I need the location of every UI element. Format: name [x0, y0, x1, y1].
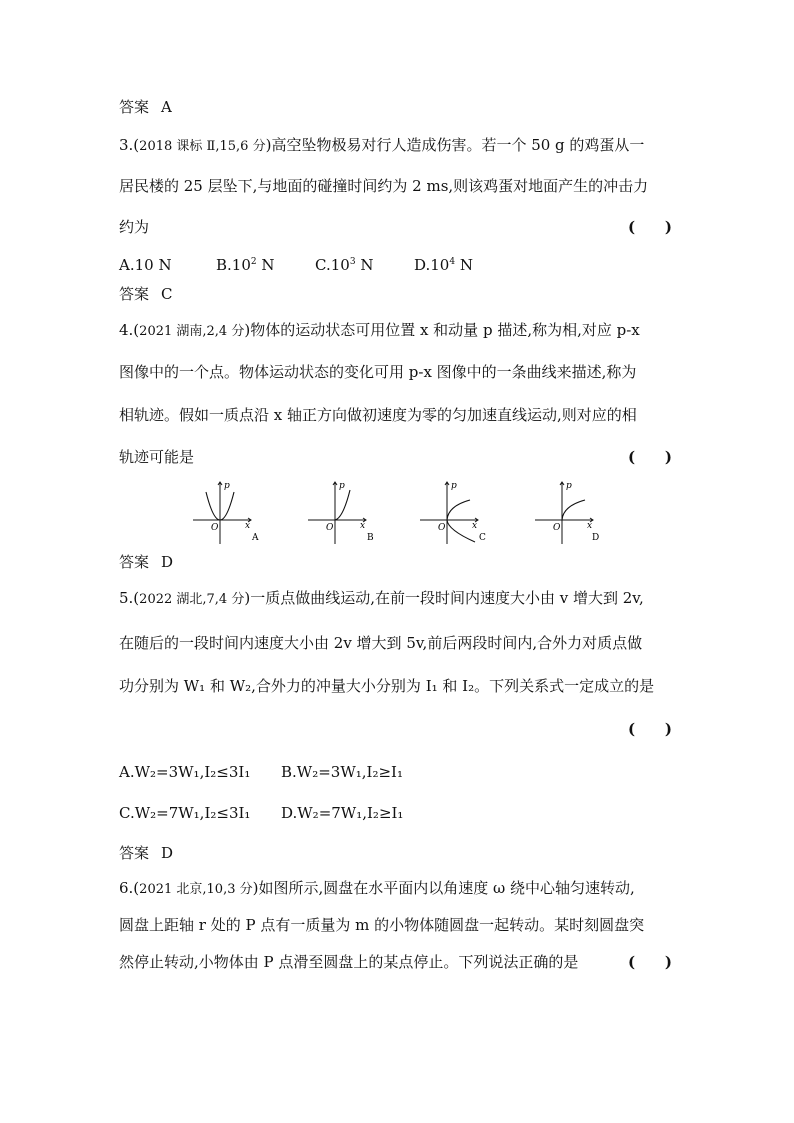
p-label: p: [224, 481, 230, 491]
p-label: p: [339, 481, 345, 491]
graph-d-svg: [535, 478, 605, 546]
q3-line3: 约为: [119, 218, 150, 236]
paren-close: ): [664, 953, 672, 971]
graph-c: [420, 478, 490, 546]
q3-option-b: $B.10^2$ N: [216, 256, 275, 274]
q5-line1: [119, 588, 644, 610]
paren-close: ): [664, 720, 672, 738]
answer-label: 答案: [119, 553, 150, 571]
graph-letter: D: [592, 533, 600, 543]
answer-value: D: [161, 844, 174, 862]
origin-label: O: [211, 523, 219, 533]
q6-line1: [119, 878, 635, 900]
q6-close: ): [252, 879, 259, 897]
q6-source: 2021 北京,10,3 分: [139, 882, 253, 897]
trajectory-curve-lower: [447, 520, 478, 542]
q4-answer: [119, 552, 173, 572]
q5-options-row1: [119, 762, 403, 782]
paren-open: (: [628, 953, 636, 971]
q3-text-1: 高空坠物极易对行人造成伤害。若一个 50 g 的鸡蛋从一: [271, 136, 645, 154]
q4-number: 4.(: [119, 321, 140, 339]
paren-open: (: [628, 218, 636, 236]
answer-label: 答案: [119, 285, 150, 303]
origin-label: O: [553, 523, 561, 533]
q5-answer: [119, 843, 173, 863]
q4-line4: 轨迹可能是: [119, 448, 195, 466]
q5-option-d: D.W₂=7W₁,I₂≥I₁: [281, 804, 404, 822]
q5-option-c: C.W₂=7W₁,I₂≤3I₁: [119, 804, 251, 822]
q5-text-1: 一质点做曲线运动,在前一段时间内速度大小由 v 增大到 2v,: [250, 589, 644, 607]
q3-close: ): [265, 136, 272, 154]
p-label: p: [451, 481, 457, 491]
q3-number: 3.(: [119, 136, 140, 154]
graph-b-svg: [308, 478, 378, 546]
origin-label: O: [326, 523, 334, 533]
q6-line2: 圆盘上距轴 r 处的 P 点有一质量为 m 的小物体随圆盘一起转动。某时刻圆盘突: [119, 916, 645, 934]
q3-option-d: $D.10^4$ N: [414, 256, 473, 274]
q5-options-row2: [119, 803, 403, 823]
q3-answer-parens: [628, 217, 672, 237]
graph-letter: A: [252, 533, 259, 543]
x-label: x: [587, 521, 593, 531]
q4-close: ): [244, 321, 251, 339]
q3-options: [119, 255, 473, 275]
x-label: x: [472, 521, 478, 531]
graph-letter: B: [367, 533, 374, 543]
q3-line1: [119, 135, 644, 157]
answer-value: D: [161, 553, 174, 571]
q2-answer: [119, 97, 172, 117]
x-label: x: [360, 521, 366, 531]
paren-open: (: [628, 720, 636, 738]
graph-letter: C: [479, 533, 486, 543]
trajectory-curve: [562, 500, 585, 520]
q4-line1: [119, 320, 640, 342]
q3-option-c: $C.10^3$ N: [315, 256, 374, 274]
q3-option-a: A.10 N: [119, 256, 172, 274]
trajectory-curve: [335, 490, 350, 520]
q3-answer: [119, 284, 173, 304]
q6-answer-parens: [628, 952, 672, 972]
q4-answer-parens: [628, 447, 672, 467]
answer-label: 答案: [119, 844, 150, 862]
trajectory-curve-upper: [447, 500, 470, 520]
q5-line2: 在随后的一段时间内速度大小由 2v 增大到 5v,前后两段时间内,合外力对质点做: [119, 634, 643, 652]
graph-a: [193, 478, 263, 546]
q5-number: 5.(: [119, 589, 140, 607]
q5-answer-parens: [628, 719, 672, 739]
q5-option-b: B.W₂=3W₁,I₂≥I₁: [281, 763, 403, 781]
q6-text-1: 如图所示,圆盘在水平面内以角速度 ω 绕中心轴匀速转动,: [258, 879, 635, 897]
origin-label: O: [438, 523, 446, 533]
q5-source: 2022 湖北,7,4 分: [139, 592, 245, 607]
answer-label: 答案: [119, 98, 150, 116]
graph-a-svg: [193, 478, 263, 546]
q6-line3: 然停止转动,小物体由 P 点滑至圆盘上的某点停止。下列说法正确的是: [119, 953, 579, 971]
x-label: x: [245, 521, 251, 531]
paren-open: (: [628, 448, 636, 466]
q3-source: 2018 课标 Ⅱ,15,6 分: [139, 139, 266, 154]
q5-close: ): [244, 589, 251, 607]
paren-close: ): [664, 448, 672, 466]
q5-line3: 功分别为 W₁ 和 W₂,合外力的冲量大小分别为 I₁ 和 I₂。下列关系式一定成立的是: [119, 677, 655, 695]
paren-close: ): [664, 218, 672, 236]
q6-number: 6.(: [119, 879, 140, 897]
graph-b: [308, 478, 378, 546]
graph-d: [535, 478, 605, 546]
q4-line2: 图像中的一个点。物体运动状态的变化可用 p-x 图像中的一条曲线来描述,称为: [119, 363, 637, 381]
q4-source: 2021 湖南,2,4 分: [139, 324, 245, 339]
answer-value: C: [161, 285, 173, 303]
q4-line3: 相轨迹。假如一质点沿 x 轴正方向做初速度为零的匀加速直线运动,则对应的相: [119, 406, 637, 424]
answer-value: A: [161, 98, 172, 116]
q5-option-a: A.W₂=3W₁,I₂≤3I₁: [119, 763, 251, 781]
graph-c-svg: [420, 478, 490, 546]
p-label: p: [566, 481, 572, 491]
q4-text-1: 物体的运动状态可用位置 x 和动量 p 描述,称为相,对应 p-x: [250, 321, 640, 339]
q3-line2: 居民楼的 25 层坠下,与地面的碰撞时间约为 2 ms,则该鸡蛋对地面产生的冲击力: [119, 177, 649, 195]
